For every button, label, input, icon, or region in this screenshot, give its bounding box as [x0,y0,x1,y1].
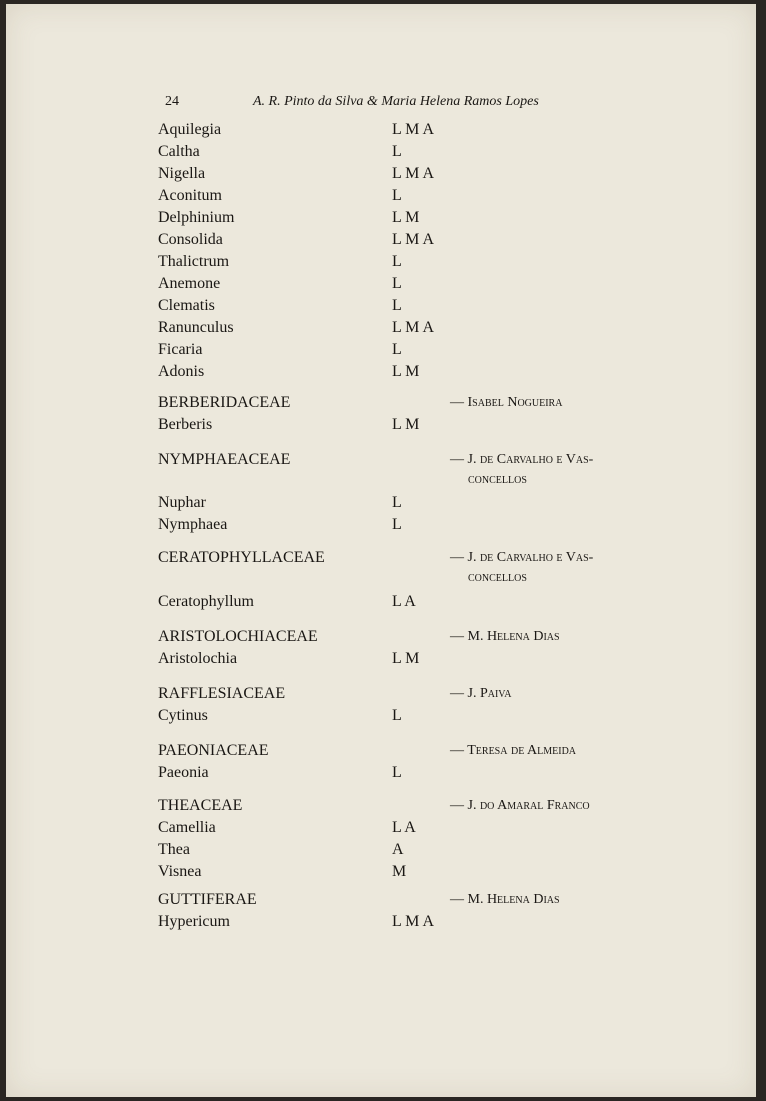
genus-row [6,273,756,295]
genus-row [6,339,756,361]
distribution-codes: L [392,764,402,781]
genus-name: Ceratophyllum [158,593,254,610]
genus-name: Ficaria [158,341,203,358]
genus-name: Camellia [158,819,216,836]
genus-row [6,839,756,861]
genus-row [6,591,756,613]
family-author-continued: concellos [468,570,527,585]
distribution-codes: A [392,841,404,858]
genus-name: Thalictrum [158,253,230,270]
family-row [6,547,756,585]
family-name: THEACEAE [158,797,243,814]
family-row [6,392,756,414]
genus-row [6,141,756,163]
family-row [6,795,756,817]
family-author: — M. Helena Dias [450,892,560,907]
family-name: CERATOPHYLLACEAE [158,549,325,566]
family-name: NYMPHAEACEAE [158,451,291,468]
family-row [6,740,756,762]
family-author: — Teresa de Almeida [450,743,577,758]
distribution-codes: L A [392,593,416,610]
distribution-codes: L [392,516,402,533]
genus-name: Consolida [158,231,223,248]
genus-name: Aquilegia [158,121,222,138]
distribution-codes: L [392,341,402,358]
genus-name: Aconitum [158,187,222,204]
distribution-codes: L M [392,650,420,667]
family-author: — J. de Carvalho e Vas- [450,550,594,565]
genus-name: Berberis [158,416,213,433]
header-authors: A. R. Pinto da Silva & Maria Helena Ramos Lopes [253,94,539,109]
genus-row [6,119,756,141]
family-name: RAFFLESIACEAE [158,685,286,702]
distribution-codes: L M [392,209,420,226]
distribution-codes: L [392,253,402,270]
distribution-codes: L M [392,416,420,433]
genus-row [6,817,756,839]
distribution-codes: L [392,707,402,724]
genus-row [6,185,756,207]
book-page [6,4,756,1097]
genus-name: Visnea [158,863,202,880]
family-author: — M. Helena Dias [450,629,560,644]
distribution-codes: L [392,143,402,160]
distribution-codes: L M [392,363,420,380]
genus-name: Anemone [158,275,221,292]
family-row [6,683,756,705]
page-number: 24 [165,94,179,109]
genus-name: Delphinium [158,209,235,226]
genus-row [6,163,756,185]
family-author: — J. Paiva [450,686,512,701]
distribution-codes: M [392,863,407,880]
genus-row [6,317,756,339]
genus-row [6,251,756,273]
genus-name: Caltha [158,143,200,160]
genus-name: Nigella [158,165,206,182]
family-author: — J. de Carvalho e Vas- [450,452,594,467]
genus-row [6,207,756,229]
genus-row [6,705,756,727]
genus-name: Hypericum [158,913,230,930]
distribution-codes: L M A [392,231,435,248]
family-author-continued: concellos [468,472,527,487]
genus-row [6,762,756,784]
distribution-codes: L M A [392,319,435,336]
family-name: GUTTIFERAE [158,891,257,908]
genus-name: Paeonia [158,764,209,781]
distribution-codes: L M A [392,121,435,138]
genus-name: Aristolochia [158,650,238,667]
family-row [6,889,756,911]
genus-row [6,861,756,883]
family-author: — Isabel Nogueira [450,395,563,410]
distribution-codes: L [392,187,402,204]
family-author: — J. do Amaral Franco [450,798,590,813]
family-name: ARISTOLOCHIACEAE [158,628,318,645]
genus-row [6,295,756,317]
genus-name: Adonis [158,363,205,380]
distribution-codes: L M A [392,165,435,182]
genus-row [6,361,756,383]
genus-name: Clematis [158,297,215,314]
genus-row [6,514,756,536]
genus-name: Nymphaea [158,516,228,533]
distribution-codes: L [392,297,402,314]
genus-name: Cytinus [158,707,208,724]
genus-row [6,229,756,251]
family-name: BERBERIDACEAE [158,394,291,411]
genus-row [6,911,756,933]
genus-row [6,414,756,436]
genus-name: Nuphar [158,494,206,511]
distribution-codes: L M A [392,913,435,930]
family-row [6,626,756,648]
distribution-codes: L A [392,819,416,836]
family-row [6,449,756,487]
family-name: PAEONIACEAE [158,742,269,759]
genus-name: Thea [158,841,190,858]
genus-row [6,648,756,670]
distribution-codes: L [392,494,402,511]
distribution-codes: L [392,275,402,292]
genus-name: Ranunculus [158,319,234,336]
genus-row [6,492,756,514]
